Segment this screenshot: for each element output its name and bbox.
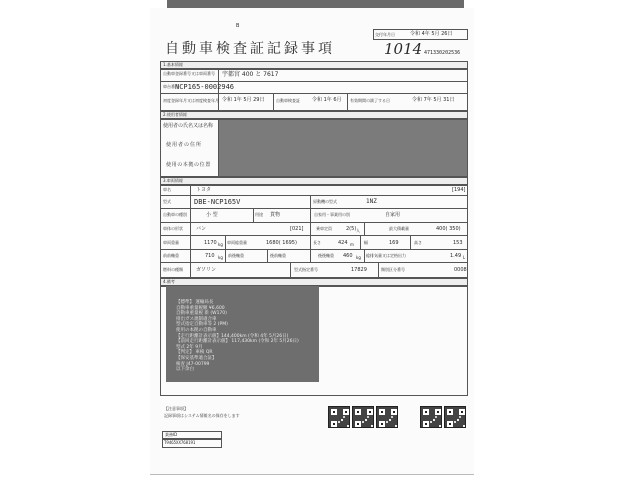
qr-code-icon	[376, 406, 398, 428]
front-axle-label: 前前軸重	[163, 253, 179, 258]
maker-value: トヨタ	[196, 187, 212, 193]
remarks-line: 【判定】 車検 QR	[176, 350, 213, 356]
section-remarks-label: 4.備考	[163, 279, 175, 284]
use-label: 用途	[255, 212, 263, 217]
section-usage-label: 2.使用者情報	[163, 112, 187, 117]
remarks-line: 排出ガス規制適合車	[176, 316, 217, 322]
type-number-value: 17829	[351, 267, 367, 273]
gross-weight-value: 1680( 1695)	[266, 240, 297, 246]
height-label: 高さ	[414, 240, 422, 245]
height-value: 153	[453, 240, 463, 246]
max-load-label: 最大積載量	[389, 226, 409, 231]
class-label: 自家用・事業用の別	[314, 212, 350, 217]
fuel-label: 燃料の種類	[163, 267, 183, 272]
issue-date-label: 交付年月日	[375, 32, 395, 37]
capacity-value: 2(5)	[346, 226, 357, 232]
class-number-label: 類別区分番号	[381, 267, 405, 272]
remarks-line: 自動車重量税額 ¥6,600	[176, 305, 225, 311]
displacement-label: 総排気量又は定格出力	[366, 253, 406, 258]
rear-axle-unit: kg	[356, 255, 361, 260]
handwritten-number: 1014	[384, 40, 423, 58]
rear-front-axle-label: 後前軸重	[270, 253, 286, 258]
maker-label: 車名	[163, 187, 171, 192]
expiry-value: 令和 7年 5月 31日	[412, 97, 455, 103]
chassis-value: NCP165-0002946	[175, 83, 235, 91]
section-basic	[160, 61, 468, 69]
section-basic-label: 1.基本情報	[163, 62, 183, 67]
gross-weight-label: 車両総重量	[227, 240, 247, 245]
maker-code: [194]	[452, 187, 466, 193]
notice-label: 【注意事項】	[164, 406, 188, 411]
shape-label: 車体の形状	[163, 226, 183, 231]
section-usage	[160, 111, 468, 119]
id-label: 業務ID	[165, 432, 178, 437]
remarks-line: 【前回走行距離計表示値】 117,430km (令和 2年 5月26日)	[176, 339, 299, 345]
capacity-label: 乗車定員	[316, 226, 332, 231]
length-unit: m	[350, 242, 354, 247]
kind-label: 自動車の種別	[163, 212, 187, 217]
front-axle-value: 710	[205, 253, 215, 259]
model-value: DBE-NCP165V	[194, 198, 241, 206]
front-axle-unit: kg	[218, 255, 223, 260]
base-location-label: 使用の本拠の位置	[166, 162, 211, 168]
record-number: 471330202536	[424, 50, 461, 56]
remarks-line: 自動車重量税 新 (W170)	[176, 311, 227, 317]
rear-axle-label: 後後軸重	[318, 253, 334, 258]
user-name-label: 使用者の氏名又は名称	[163, 123, 214, 129]
cert-label: 自動車検査証	[276, 98, 300, 103]
class-value: 自家用	[385, 212, 401, 218]
remarks-line: 【標準】 運輸局長	[176, 300, 214, 305]
use-value: 貨物	[270, 212, 281, 218]
top-dark-bar	[167, 0, 464, 8]
remarks-text	[176, 300, 299, 373]
reg-number-value: 宇都宮 400 と 7617	[222, 71, 279, 78]
remarks-line: 以下余白	[176, 367, 194, 373]
shape-value: バン	[196, 226, 207, 232]
top-letter: B	[236, 23, 240, 29]
engine-value: 1NZ	[366, 198, 377, 205]
redacted-user-info	[219, 120, 467, 176]
page-bottom-edge	[150, 474, 474, 475]
displacement-value: 1.49	[450, 253, 462, 259]
notice-text: 記録事項はシステム情報名の保存をします	[164, 413, 240, 418]
fuel-value: ガソリン	[196, 267, 217, 273]
remarks-line: 【保安基準適合証】	[176, 355, 217, 361]
length-value: 424	[338, 240, 348, 246]
qr-code-icon	[420, 406, 442, 428]
capacity-unit: 人	[356, 228, 360, 233]
length-label: 長さ	[313, 240, 321, 245]
shape-code: [021]	[290, 226, 304, 232]
expiry-label: 有効期間の満了する日	[350, 98, 390, 103]
chassis-label: 車台番号	[163, 84, 179, 89]
remarks-line: 【走行距離計表示値】144,400km (令和 4年 5月26日)	[176, 333, 289, 339]
model-label: 型式	[163, 199, 171, 204]
remarks-line: 使用の本拠の自動車	[176, 327, 217, 333]
section-vehicle	[160, 177, 468, 185]
kind-value: 小 型	[206, 212, 218, 218]
remarks-line: 型式指定自動車等 2 (PM)	[176, 322, 228, 328]
weight-label: 車両重量	[163, 240, 179, 245]
front-rear-axle-label: 前後軸重	[228, 253, 244, 258]
class-number-value: 0008	[454, 267, 467, 273]
remarks-line: 型式 2年 9月	[176, 344, 203, 350]
width-value: 169	[389, 240, 399, 246]
qr-code-icon	[328, 406, 350, 428]
page-title: 自動車検査証記録事項	[165, 41, 335, 57]
user-address-label: 使用者の住所	[166, 142, 203, 148]
type-number-label: 型式指定番号	[294, 267, 318, 272]
section-remarks	[160, 278, 468, 286]
displacement-unit: L	[463, 255, 466, 260]
first-reg-label: 初度登録年月又は初度検査年月	[163, 98, 219, 103]
width-label: 幅	[364, 240, 368, 245]
cert-value: 令和 1年 6月	[312, 97, 342, 103]
section-vehicle-label: 3.車両情報	[163, 178, 183, 183]
max-load-value: 400( 350)	[436, 226, 461, 232]
engine-label: 原動機の型式	[313, 199, 337, 204]
id-value: T9465XX768191	[164, 440, 196, 445]
weight-value: 1170	[204, 240, 217, 246]
qr-code-icon	[352, 406, 374, 428]
rear-axle-value: 460	[343, 253, 353, 259]
qr-code-icon	[444, 406, 466, 428]
issue-date-value: 令和 4年 5月 26日	[410, 31, 453, 37]
remarks-line: 検査 J47-00799	[176, 361, 210, 367]
first-reg-value: 令和 1年 5月 29日	[222, 97, 265, 103]
reg-number-label: 自動車登録番号又は車両番号	[163, 71, 215, 76]
weight-unit: kg	[218, 242, 223, 247]
